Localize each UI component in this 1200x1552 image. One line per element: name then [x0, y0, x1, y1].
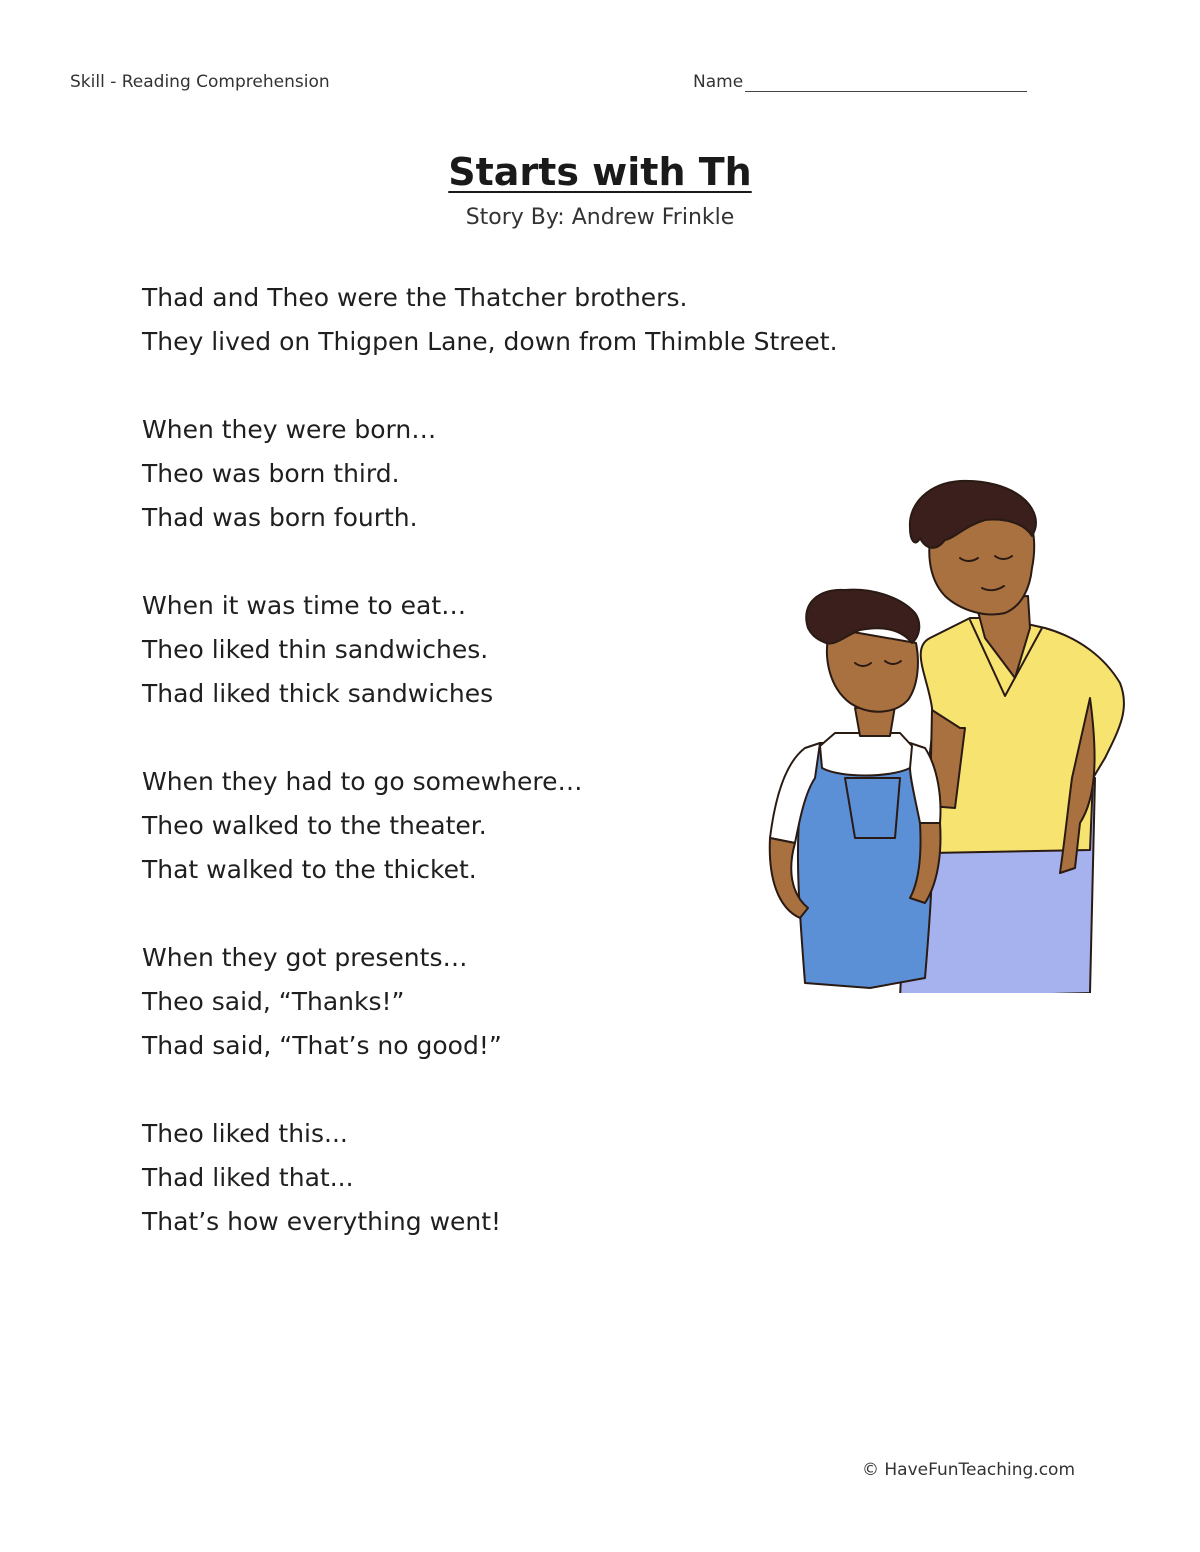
story-line: Theo said, “Thanks!” [142, 987, 405, 1016]
copyright-footer: © HaveFunTeaching.com [861, 1460, 1075, 1480]
stanza [142, 276, 838, 364]
story-line: When they had to go somewhere… [142, 767, 583, 796]
stanza [142, 408, 838, 540]
story-line: Theo liked this... [142, 1119, 348, 1148]
name-label: Name [693, 72, 744, 92]
story-line: Thad was born fourth. [142, 503, 418, 532]
younger-brother [770, 590, 941, 988]
story-line: Theo walked to the theater. [142, 811, 487, 840]
story-line: When they were born… [142, 415, 437, 444]
story-line: Thad said, “That’s no good!” [142, 1031, 502, 1060]
story-line: When it was time to eat… [142, 591, 467, 620]
story-line: Thad liked that... [142, 1163, 354, 1192]
story-line: That walked to the thicket. [142, 855, 477, 884]
stanza [142, 1112, 838, 1244]
name-blank-line[interactable] [745, 73, 1027, 92]
page-title [0, 150, 1200, 194]
name-field[interactable] [693, 72, 1027, 92]
stanza [142, 584, 838, 716]
story-line: Theo was born third. [142, 459, 400, 488]
story-line: Thad liked thick sandwiches [142, 679, 494, 708]
story-text [142, 276, 838, 1288]
story-line: When they got presents… [142, 943, 468, 972]
story-line: That’s how everything went! [142, 1207, 502, 1236]
skill-label: Skill - Reading Comprehension [70, 72, 330, 92]
story-line: Thad and Theo were the Thatcher brothers. [142, 283, 688, 312]
title-text: Starts with Th [448, 150, 752, 194]
story-line: They lived on Thigpen Lane, down from Thimble Street. [142, 327, 838, 356]
stanza [142, 760, 838, 892]
stanza [142, 936, 838, 1068]
byline: Story By: Andrew Frinkle [465, 205, 735, 230]
two-brothers-illustration [760, 478, 1130, 993]
story-line: Theo liked thin sandwiches. [142, 635, 489, 664]
older-brother [900, 481, 1124, 993]
